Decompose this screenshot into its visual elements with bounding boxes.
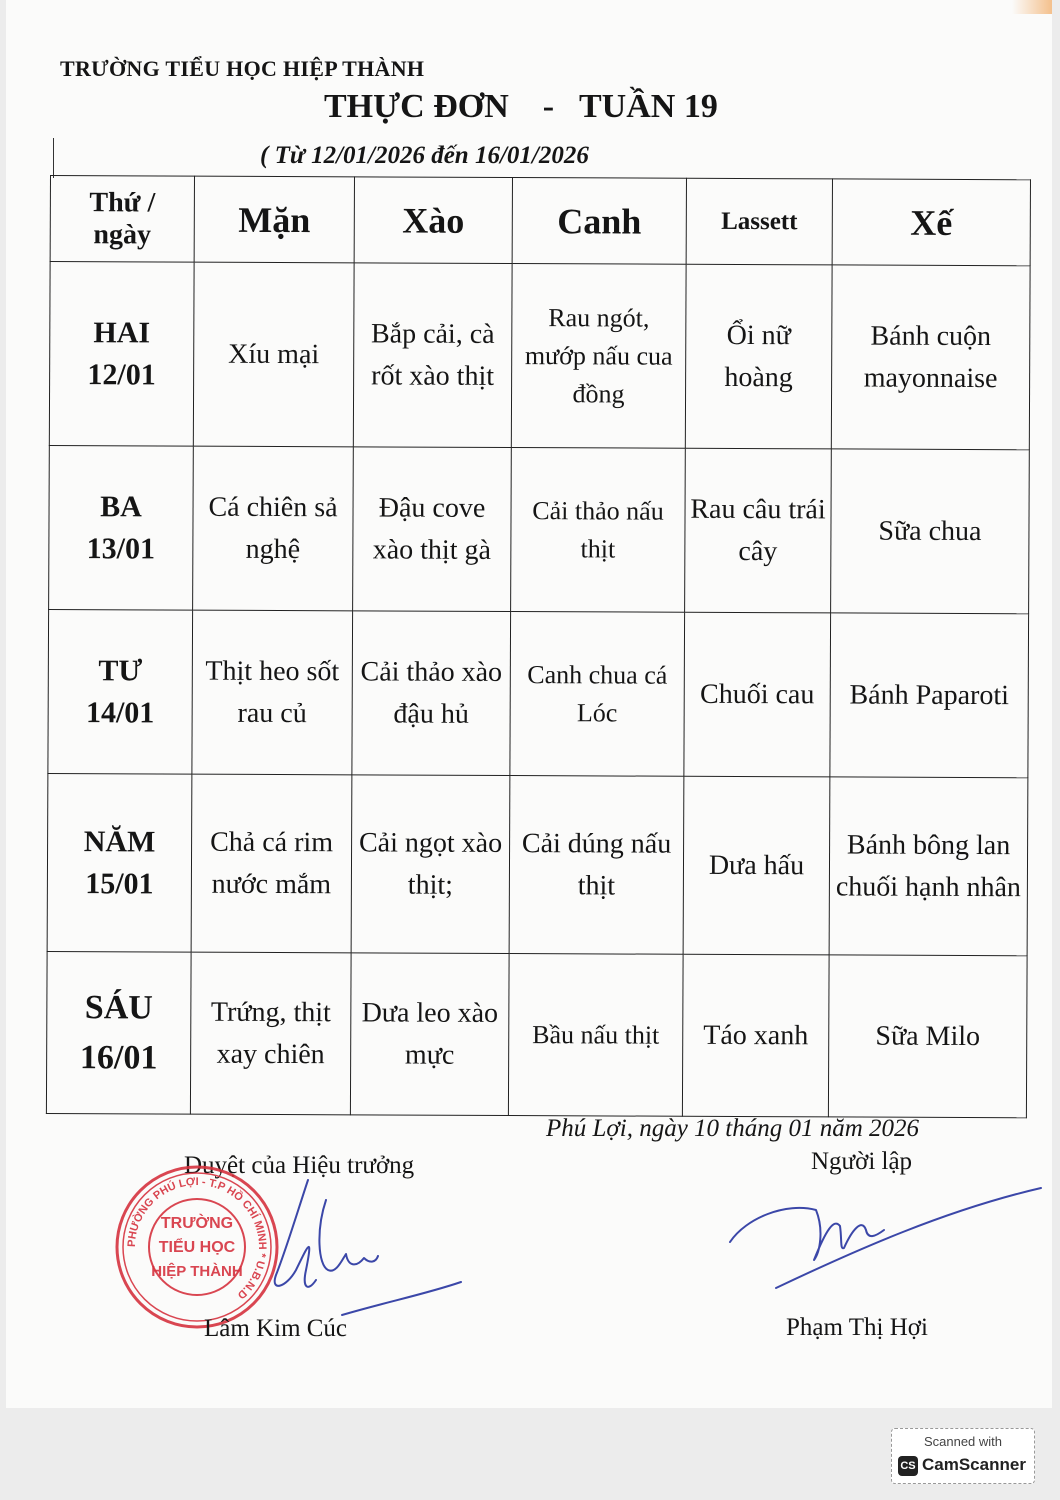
lassett-cell: Dưa hấu [683,776,830,955]
document-sheet [6,0,1052,1408]
xao-cell: Bắp cải, cà rốt xào thịt [353,263,512,448]
xe-cell: Sữa Milo [828,955,1027,1118]
xao-cell: Cải ngọt xào thịt; [351,775,510,954]
header-row [50,176,1030,266]
header-day-line1: Thứ / [89,186,156,218]
margin-line [53,138,54,178]
day-cell [48,609,193,774]
header-day [50,176,194,263]
day-date: 12/01 [87,357,156,391]
canh-cell: Cải dúng nấu thịt [509,776,684,955]
lassett-cell: Táo xanh [682,954,829,1117]
man-cell: Xíu mại [193,262,354,447]
lassett-cell: Rau câu trái cây [685,448,832,613]
canh-cell: Cải thảo nấu thịt [511,448,686,613]
svg-text:PHƯỜNG PHÚ LỢI - T.P HỒ CHÍ MI: PHƯỜNG PHÚ LỢI - T.P HỒ CHÍ MINH * U.B.N.D [125,1175,269,1302]
place-date: Phú Lợi, ngày 10 tháng 01 năm 2026 [546,1115,920,1142]
day-cell [46,951,191,1114]
man-cell: Chả cá rim nước mắm [191,774,352,953]
day-date: 13/01 [86,531,156,565]
man-cell: Trứng, thịt xay chiên [190,952,351,1115]
day-cell [49,262,194,447]
seal-line1: TRƯỜNG [160,1215,234,1232]
xao-cell: Cải thảo xào đậu hủ [352,611,511,776]
xe-cell: Bánh Paparoti [830,613,1029,778]
badge-brand: CamScanner [922,1455,1026,1474]
canh-cell: Canh chua cá Lóc [510,612,685,777]
camscanner-badge [891,1428,1035,1484]
day-cell [49,445,194,610]
xe-cell: Bánh bông lan chuối hạnh nhân [829,777,1028,956]
badge-caption: Scanned with [923,1434,1003,1449]
lassett-cell: Chuối cau [684,612,831,777]
preparer-name: Phạm Thị Hợi [786,1314,928,1341]
table-row [49,262,1030,450]
menu-table [46,175,1031,1118]
corner-tint [1012,0,1052,14]
header-canh: Canh [512,178,686,265]
canh-cell: Bầu nấu thịt [508,954,683,1117]
xe-cell: Bánh cuộn mayonnaise [831,265,1030,450]
header-xe: Xế [832,179,1030,266]
preparer-label: Người lập [811,1148,913,1175]
seal-line2: TIỂU HỌC [158,1239,236,1256]
man-cell: Cá chiên sả nghệ [193,446,354,611]
xe-cell: Sữa chua [831,449,1030,614]
header-lassett: Lassett [686,178,832,265]
principal-signature-icon [246,1170,476,1330]
day-date: 15/01 [85,866,154,900]
day-name: TƯ [98,653,143,687]
day-name: HAI [93,315,151,349]
day-name: NĂM [83,824,156,858]
principal-name: Lâm Kim Cúc [204,1315,348,1342]
man-cell: Thịt heo sốt rau củ [192,610,353,775]
xao-cell: Dưa leo xào mực [350,953,509,1116]
day-cell [47,773,192,952]
xao-cell: Đậu cove xào thịt gà [353,447,512,612]
table-row [49,445,1030,613]
lassett-cell: Ổi nữ hoàng [685,264,832,449]
school-name: TRƯỜNG TIỂU HỌC HIỆP THÀNH [60,56,425,81]
approval-label: Duyệt của Hiệu trưởng [184,1152,415,1179]
header-man: Mặn [194,176,354,263]
header-day-line2: ngày [93,218,152,250]
preparer-signature-icon [716,1170,1056,1300]
day-date: 16/01 [79,1038,158,1076]
table-row [48,609,1029,777]
date-range: ( Từ 12/01/2026 đến 16/01/2026 [260,142,589,169]
camscanner-logo-icon: CS [898,1456,918,1476]
seal-line3: HIỆP THÀNH [151,1263,243,1280]
table-row [47,773,1028,955]
canh-cell: Rau ngót, mướp nấu cua đồng [511,264,686,449]
menu-title: THỰC ĐƠN - TUẦN 19 [324,88,718,125]
day-name: BA [100,489,142,523]
day-date: 14/01 [85,695,155,729]
header-xao: Xào [354,177,512,264]
table-row [46,951,1027,1117]
day-name: SÁU [84,988,153,1026]
